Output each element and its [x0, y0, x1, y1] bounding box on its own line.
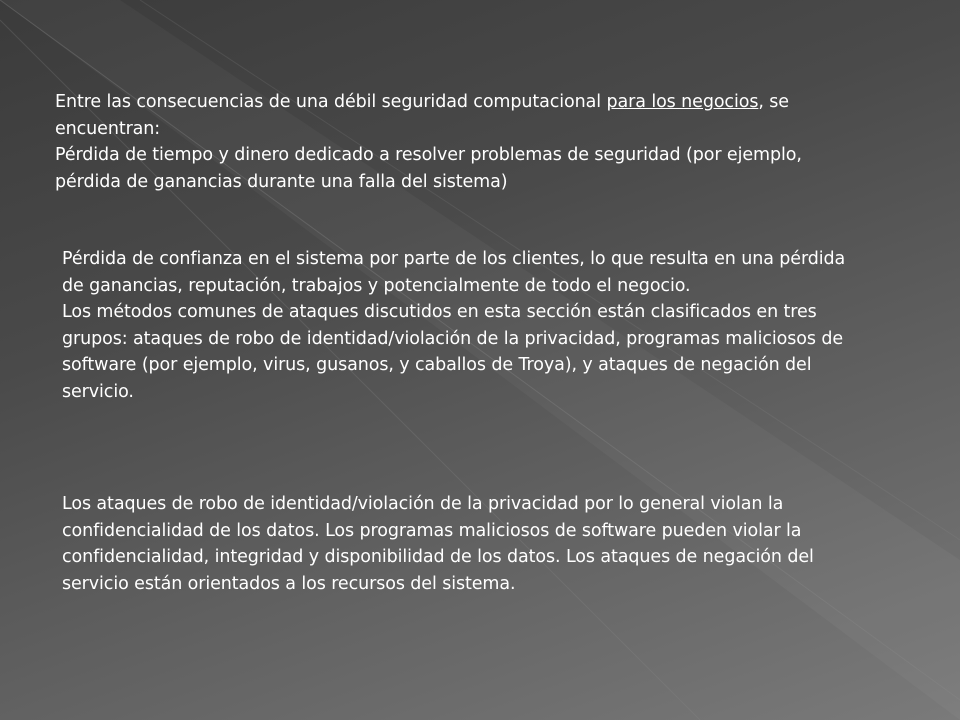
- attack-methods-paragraph: Los métodos comunes de ataques discutidos en esta sección están clasificados en tres grupos: ataques de robo de identidad/violación de la privacidad, programas maliciosos de software (por ejemplo, virus, gusanos, y caballos de Troya), y ataques de negación del servicio.: [62, 302, 844, 402]
- attack-effects-paragraph: Los ataques de robo de identidad/violación de la privacidad por lo general violan la confidencialidad de los datos. Los programas maliciosos de software pueden violar la confidencialidad, integridad y disponibilidad de los datos. Los ataques de negación del servicio están orientados a los recursos del sistema.: [62, 494, 814, 594]
- attack-effects-block: [62, 491, 852, 597]
- consequences-intro-end: , se encuentran:: [55, 92, 789, 139]
- consequences-intro-text: Entre las consecuencias de una débil seguridad computacional: [55, 92, 607, 112]
- time-money-loss-paragraph: Pérdida de tiempo y dinero dedicado a resolver problemas de seguridad (por ejemplo, pérdida de ganancias durante una falla del sistema): [55, 145, 802, 192]
- consequences-intro: [55, 89, 855, 142]
- business-link[interactable]: para los negocios: [606, 92, 759, 112]
- consequences-block: [55, 89, 855, 195]
- trust-loss-paragraph: Pérdida de confianza en el sistema por parte de los clientes, lo que resulta en una pérdida de ganancias, reputación, trabajos y potencialmente de todo el negocio.: [62, 249, 846, 296]
- trust-attacks-block: [62, 246, 862, 405]
